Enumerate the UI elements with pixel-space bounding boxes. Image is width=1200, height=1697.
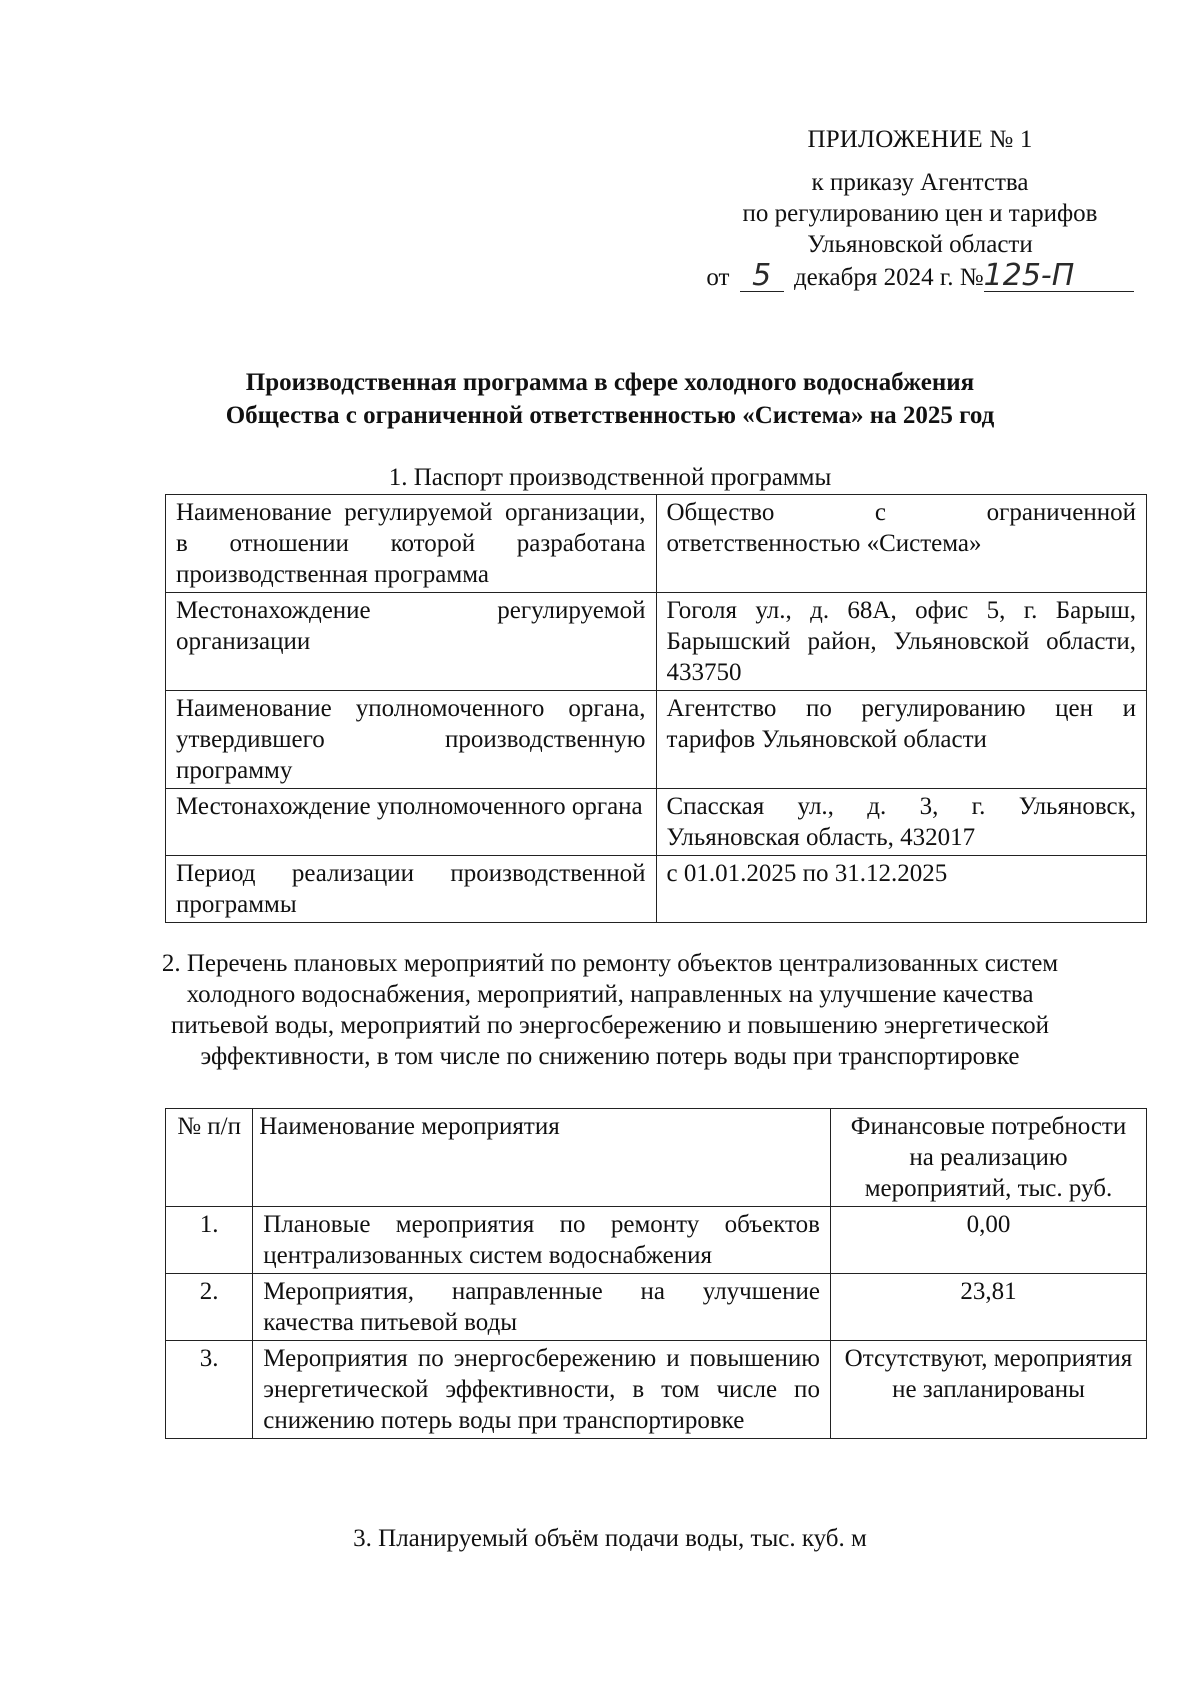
table-row (166, 789, 1147, 856)
annex-date-line (700, 260, 1140, 293)
column-header-name: Наименование мероприятия (253, 1109, 831, 1207)
passport-label: Местонахождение уполномоченного органа (166, 789, 657, 856)
measure-name: Мероприятия, направленные на улучшение качества питьевой воды (253, 1274, 831, 1341)
table-row (166, 495, 1147, 593)
passport-value: Агентство по регулированию цен и тарифов Ульяновской области (656, 691, 1147, 789)
measure-finance: 0,00 (830, 1207, 1146, 1274)
measure-finance: 23,81 (830, 1274, 1146, 1341)
table-row (166, 1207, 1147, 1274)
section-3-heading: 3. Планируемый объём подачи воды, тыс. куб. м (353, 1525, 867, 1552)
section-2-heading: 2. Перечень плановых мероприятий по ремонту объектов централизованных систем холодного водоснабжения, мероприятий, направленных на улучшение качества питьевой воды, мероприятий по энергосбережению и повышению энергетической эффективности, в том числе по снижению потерь воды при транспортировке (161, 950, 1059, 1070)
table-row (166, 593, 1147, 691)
column-header-finance: Финансовые потребности на реализацию мероприятий, тыс. руб. (830, 1109, 1146, 1207)
passport-value: Общество с ограниченной ответственностью «Система» (656, 495, 1147, 593)
passport-label: Период реализации производственной программы (166, 856, 657, 923)
measure-name: Мероприятия по энергосбережению и повышению энергетической эффективности, в том числе по снижению потерь воды при транспортировке (253, 1341, 831, 1439)
table-header-row (166, 1109, 1147, 1207)
document-title (120, 366, 1100, 432)
passport-label: Местонахождение регулируемой организации (166, 593, 657, 691)
annex-block (700, 124, 1140, 293)
document-title-line-1: Производственная программа в сфере холодного водоснабжения (245, 369, 975, 396)
passport-table (165, 494, 1147, 923)
table-row (166, 691, 1147, 789)
annex-line-1: к приказу Агентства (811, 169, 1029, 196)
document-title-line-2: Общества с ограниченной ответственностью «Система» на 2025 год (225, 402, 995, 429)
handwritten-day: 5 (740, 260, 784, 292)
row-number: 3. (166, 1341, 253, 1439)
passport-label: Наименование регулируемой организации, в отношении которой разработана производственная программа (166, 495, 657, 593)
table-row (166, 856, 1147, 923)
annex-line-3: Ульяновской области (807, 231, 1033, 258)
annex-line-2: по регулированию цен и тарифов (742, 200, 1098, 227)
measure-name: Плановые мероприятия по ремонту объектов централизованных систем водоснабжения (253, 1207, 831, 1274)
passport-value: Гоголя ул., д. 68А, офис 5, г. Барыш, Барышский район, Ульяновской области, 433750 (656, 593, 1147, 691)
date-prefix: от (706, 264, 730, 291)
table-row (166, 1341, 1147, 1439)
passport-value: Спасская ул., д. 3, г. Ульяновск, Ульяновская область, 432017 (656, 789, 1147, 856)
annex-title: ПРИЛОЖЕНИЕ № 1 (807, 126, 1033, 153)
section-1-heading: 1. Паспорт производственной программы (388, 464, 832, 491)
handwritten-order-number: 125-П (984, 260, 1134, 292)
row-number: 2. (166, 1274, 253, 1341)
passport-label: Наименование уполномоченного органа, утвердившего производственную программу (166, 691, 657, 789)
date-middle: декабря 2024 г. № (793, 264, 984, 291)
measures-table (165, 1108, 1147, 1439)
row-number: 1. (166, 1207, 253, 1274)
measure-finance: Отсутствуют, мероприятия не запланированы (830, 1341, 1146, 1439)
passport-value: с 01.01.2025 по 31.12.2025 (656, 856, 1147, 923)
column-header-no: № п/п (166, 1109, 253, 1207)
table-row (166, 1274, 1147, 1341)
